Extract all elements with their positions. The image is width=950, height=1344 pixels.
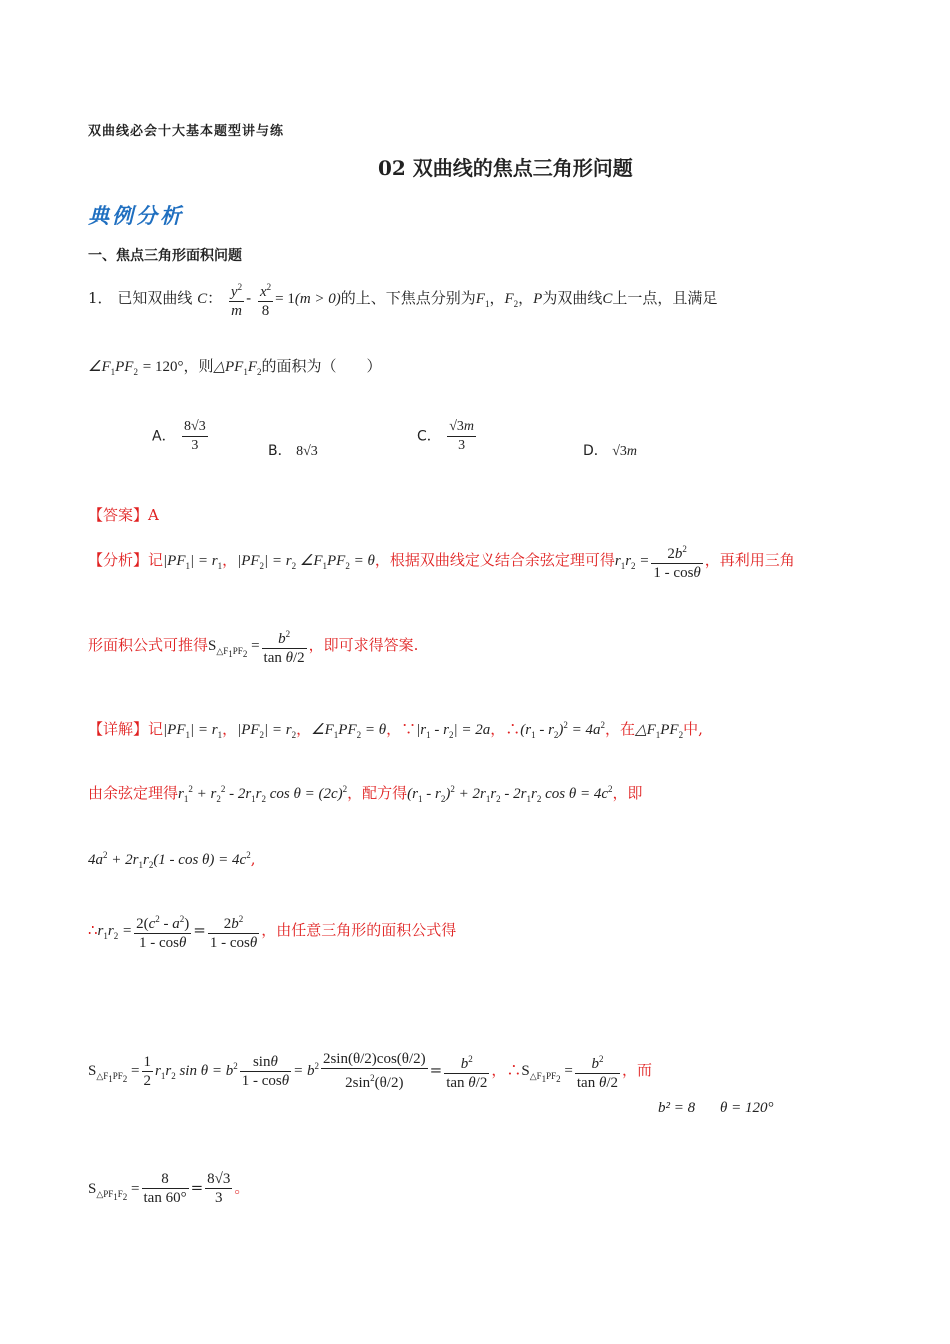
detail-line2: 由余弦定理得$r_1^2 + r_2^2 - 2r_1r_2$ $\cos \theta = (2c)^2$，配方得$(r_1 - r_2)^2 + 2r_1r_2 - 2r_1r_2$ $\cos \theta = 4c^2$，即	[88, 784, 643, 804]
detail-end: 。	[234, 1178, 250, 1197]
page-title: 02 双曲线的焦点三角形问题	[378, 156, 633, 180]
detail-in: ，在	[605, 720, 636, 738]
analysis-text1: ，根据双曲线定义结合余弦定理可得	[374, 551, 615, 569]
detail-frac-1: $\frac{2(c^2 - a^2)}{1 - \cos\theta}$	[134, 910, 191, 952]
therefore-symbol: ∴	[505, 720, 521, 738]
option-d[interactable]	[583, 440, 637, 460]
problem-number: 1．	[88, 289, 113, 307]
option-b-value: 8√3	[296, 444, 318, 459]
detail-line1: 【详解】记$|PF_1| = r_1$，$|PF_2| = r_2$，$\angle F_1PF_2 = \theta$，$\because|r_1 - r_2| = 2a$，$\therefore(r_1 - r_2)^2 = 4a^2$，在$\triangle F_1PF_2$中,	[88, 720, 703, 740]
detail-line3: $4a^2 + 2r_1r_2(1 - \cos \theta) = 4c^2$,	[88, 850, 256, 870]
detail-frac-2: $\frac{2b^2}{1 - \cos\theta}$	[208, 910, 259, 952]
section-heading: 典例分析	[88, 203, 184, 228]
angle-value: = 120°	[142, 359, 184, 375]
point-text: 为双曲线	[542, 289, 603, 307]
detail-zhong: 中,	[683, 720, 703, 738]
equation-frac-y: $\frac{y^2}{m}$	[229, 278, 244, 320]
subsection-heading: 一、焦点三角形面积问题	[88, 248, 242, 264]
option-d-value: √3m	[612, 444, 638, 459]
answer-line: 【答案】A	[88, 506, 159, 524]
equation-frac-x: $\frac{x^2}{8}$	[258, 278, 273, 320]
option-d-label: D．	[583, 443, 608, 459]
detail-cos-text: 由余弦定理得	[88, 784, 179, 802]
option-a-value: $\frac{8√3}{3}$	[184, 419, 206, 453]
analysis-ji: 记	[148, 551, 164, 569]
analysis-label: 【分析】	[88, 551, 149, 569]
foci-text: 的上、下焦点分别为	[340, 289, 476, 307]
detail-label: 【详解】	[88, 720, 149, 738]
option-a-label: A．	[152, 428, 176, 445]
detail-line5: $S_{\triangle F_1PF_2}$ = $\frac{1}{2}$ $r_1r_2$ $\sin \theta = b^2$ $\frac{\sin\theta}{1 - \cos\theta}$ = $b^2$ $\frac{2\sin(\theta/2)\cos(\theta/2)}{2\sin^2(\theta/2)}$ = $\frac{b^2}{\text{tan θ/2}}$ ，$\therefore S_{\triangle F_1PF_2}$ = $\frac{b^2}{\text{tan θ/2}}$ ，而	[88, 1051, 653, 1091]
problem-statement-line1: 1． 已知双曲线 C： $\frac{y^2}{m}$ - $\frac{x^2}{8}$ = 1(m > 0)的上、下焦点分别为$F_1$，$F_2$，P为双曲线C上一点，且满足	[88, 278, 717, 320]
then-text: ，则	[183, 357, 214, 375]
option-b-label: B．	[268, 443, 292, 459]
condition: (m > 0)	[294, 291, 341, 307]
analysis-text4: ，即可求得答案.	[308, 636, 419, 654]
detail-line6: $S_{\triangle PF_1F_2}$ = $\frac{8}{\tan 60^\circ}$ = $\frac{8√3}{3}$ 。	[88, 1171, 250, 1206]
curve-label: C	[197, 291, 208, 307]
analysis-text2: ，再利用三角	[704, 551, 795, 569]
problem-statement-line2: $\angle F_1PF_2 = 120^\circ$，则$\triangle PF_1F_2$的面积为（ ）	[88, 357, 382, 377]
detail-area-text: ，由任意三角形的面积公式得	[261, 921, 457, 939]
detail-b2: b² = 8	[658, 1100, 696, 1116]
detail-er-text: 而	[637, 1061, 653, 1079]
option-a[interactable]	[152, 418, 210, 455]
analysis-text3: 形面积公式可推得	[88, 636, 209, 654]
because-symbol: ∵	[401, 720, 417, 738]
detail-line4: $\therefore r_1r_2$ = $\frac{2(c^2 - a^2)}{1 - \cos\theta}$ = $\frac{2b^2}{1 - \cos\theta}$ ，由任意三角形的面积公式得	[88, 910, 456, 952]
detail-ji: 记	[148, 720, 164, 738]
option-b[interactable]	[268, 440, 318, 460]
detail-theta: θ = 120°	[720, 1100, 774, 1116]
analysis-area-frac: $\frac{b^2}{\text{tan θ/2}}$	[262, 625, 307, 667]
option-c-value: $\frac{√3m}{3}$	[449, 419, 475, 453]
problem-intro: 已知双曲线	[117, 289, 193, 307]
detail-pf-text: ，配方得	[347, 784, 408, 802]
option-c-label: C．	[417, 428, 441, 445]
series-title: 双曲线必会十大基本题型讲与练	[88, 124, 285, 139]
analysis-frac: $\frac{2b^2}{1 - \cos\theta}$	[651, 540, 702, 582]
analysis-line2: 形面积公式可推得$S_{\triangle F_1PF_2}$ = $\frac{b^2}{\text{tan θ/2}}$ ，即可求得答案.	[88, 625, 418, 667]
on-text: 上一点，且满足	[612, 289, 718, 307]
area-question: 的面积为（ ）	[261, 357, 382, 375]
detail-ji-text: ，即	[612, 784, 643, 802]
option-c[interactable]	[417, 418, 478, 455]
analysis-line1: 【分析】记$|PF_1| = r_1$，$|PF_2| = r_2$ $\angle F_1PF_2 = \theta$，根据双曲线定义结合余弦定理可得$r_1r_2$ = $\frac{2b^2}{1 - \cos\theta}$ ，再利用三角	[88, 540, 795, 582]
